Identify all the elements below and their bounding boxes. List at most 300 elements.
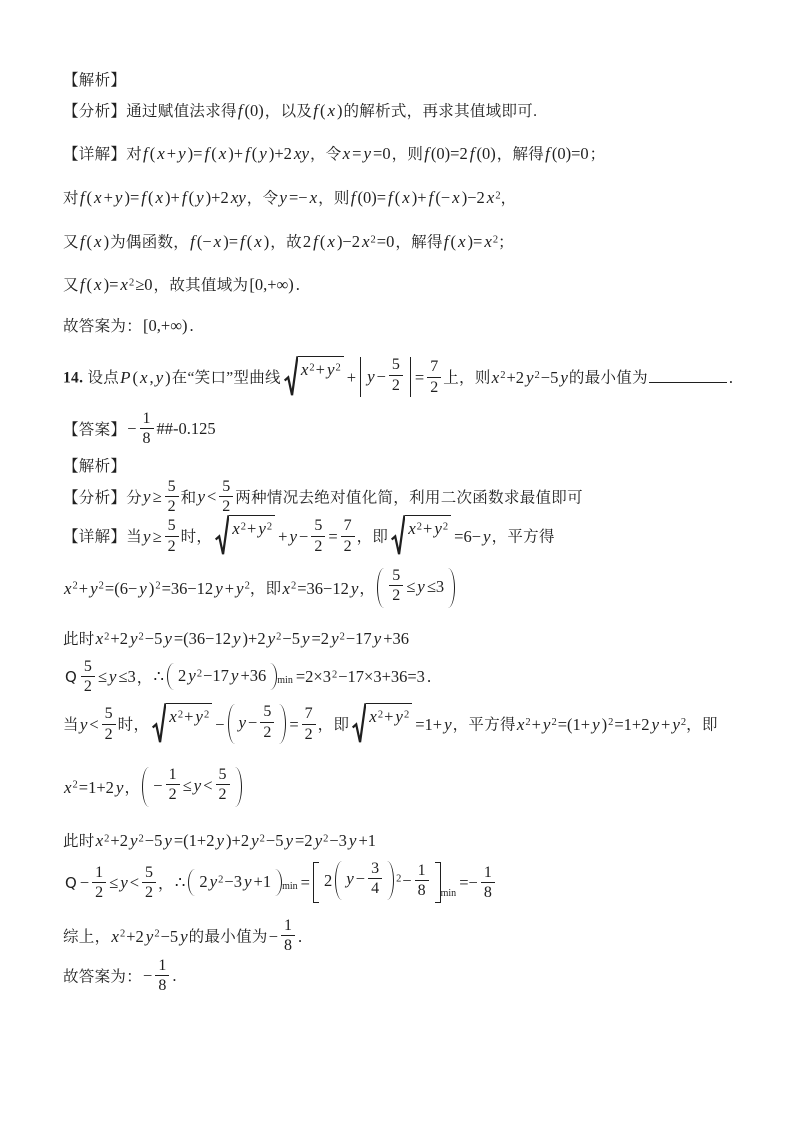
math-run: ≤3 [118, 667, 136, 687]
math-variable: y [314, 830, 323, 850]
superscript: 2 [335, 362, 341, 374]
superscript: 2 [492, 234, 499, 246]
fraction [165, 517, 179, 555]
math-variable: x [362, 232, 370, 251]
fraction-numerator: 3 [368, 860, 382, 879]
math-run: [0,+∞) [249, 275, 294, 294]
math-run: − [79, 873, 90, 893]
detail-14-6 [63, 766, 770, 809]
text-run: 【解析】 [63, 457, 127, 475]
math-variable: y [215, 578, 223, 598]
math-run: 2 [323, 871, 333, 891]
math-variable: x [94, 232, 102, 251]
math-run: (0) [476, 144, 496, 163]
fraction [302, 705, 316, 743]
section-jiexi-14 [63, 454, 770, 480]
superscript: 2 [72, 580, 78, 592]
math-run: + [103, 188, 113, 207]
math-run: + [224, 578, 235, 598]
math-run: [0,+∞) [143, 316, 188, 335]
math-variable: y [79, 714, 88, 734]
superscript: 2 [551, 717, 557, 729]
math-variable: f [545, 144, 550, 163]
math-run: −5 [160, 926, 179, 946]
math-run: =(6− [104, 578, 138, 598]
math-variable: x [300, 360, 309, 379]
math-variable: y [331, 628, 339, 648]
text-run: 故答案为： [63, 968, 143, 986]
detail-13-1 [63, 141, 770, 168]
math-variable: f [313, 101, 318, 120]
fraction-numerator: 5 [81, 658, 95, 677]
superscript: 2 [138, 832, 144, 844]
fraction-numerator: 5 [102, 705, 116, 724]
fraction [140, 410, 154, 448]
text-run: ， [158, 875, 174, 893]
math-variable: y [417, 576, 425, 596]
math-run: −3 [329, 830, 347, 850]
math-variable: f [204, 144, 210, 163]
math-run: ( [86, 232, 93, 251]
detail-14-2 [63, 567, 770, 610]
math-variable: f [143, 144, 148, 163]
math-run: . [295, 275, 300, 294]
fraction-denominator: 2 [167, 537, 176, 555]
math-run: ( [86, 275, 93, 294]
math-run: 2 [178, 665, 187, 685]
math-variable: y [285, 830, 293, 850]
left-paren [142, 767, 149, 807]
fraction [216, 766, 230, 804]
math-run: + [247, 519, 257, 539]
math-variable: y [120, 873, 128, 893]
fraction [427, 358, 441, 396]
math-run: )+2 [242, 628, 266, 648]
math-run: +2 [126, 926, 144, 946]
math-variable: y [301, 628, 310, 648]
math-variable: y [129, 830, 138, 850]
math-variable: y [114, 188, 123, 207]
math-variable: f [79, 232, 85, 251]
math-run: ≤ [406, 576, 416, 596]
math-variable: y [178, 144, 186, 163]
radical-icon [284, 356, 298, 398]
math-variable: y [164, 830, 172, 850]
math-run: − [153, 775, 163, 795]
fraction-denominator: 2 [222, 497, 231, 515]
math-variable: y [188, 665, 196, 685]
math-run: , [149, 367, 154, 387]
math-run: = [328, 526, 338, 546]
superscript: 2 [266, 521, 273, 533]
text-run: 【解析】 [63, 72, 127, 89]
math-variable: x [95, 830, 104, 850]
text-run: 又 [63, 277, 79, 294]
math-run: −17×3+36=3 [338, 667, 425, 687]
superscript: 2 [276, 630, 282, 642]
math-variable: x [484, 232, 492, 251]
radical-icon [152, 703, 166, 745]
math-variable: y [196, 188, 204, 207]
math-variable: f [245, 144, 250, 163]
text-run: ，平方得 [452, 716, 516, 734]
fence-content [150, 767, 233, 807]
math-run: ≥ [152, 486, 162, 506]
fraction-denominator: 2 [95, 883, 104, 901]
math-variable: f [424, 144, 429, 163]
because-symbol: Q [65, 668, 77, 687]
math-run: ) [336, 101, 343, 120]
math-run: + [346, 367, 357, 387]
fraction [341, 517, 355, 555]
math-run: =(1+ [557, 714, 591, 734]
math-run: + [384, 707, 394, 727]
math-run: =2 [311, 628, 330, 648]
math-run: − [143, 966, 153, 986]
math-run: −5 [144, 628, 163, 648]
fraction-denominator: 2 [167, 497, 176, 515]
text-run: ，即 [249, 580, 282, 598]
math-variable: x [491, 367, 500, 387]
math-variable: x [458, 232, 466, 251]
radical-sign [391, 515, 405, 557]
math-variable: x [218, 144, 227, 163]
min-subscript: min [277, 674, 293, 686]
math-run: )−2 [336, 232, 360, 251]
math-variable: f [443, 232, 449, 251]
superscript: 2 [104, 630, 110, 642]
math-variable: y [90, 578, 98, 598]
math-run: =0 [373, 144, 391, 163]
math-variable: y [232, 628, 241, 648]
math-run: +1 [253, 871, 272, 891]
text-run: 又 [63, 234, 79, 251]
math-run: −5 [144, 830, 163, 850]
superscript: 2 [177, 709, 184, 721]
document-body [63, 68, 770, 996]
radicand [298, 356, 344, 398]
math-run: ( [86, 188, 93, 207]
paren-group [377, 568, 455, 608]
math-run: −3 [224, 871, 242, 891]
superscript: 2 [525, 717, 531, 729]
fraction-numerator: 5 [142, 864, 156, 883]
math-run: + [661, 714, 671, 734]
text-run: ，即 [356, 528, 389, 546]
right-paren [279, 704, 286, 744]
superscript: 2 [291, 580, 297, 592]
detail-14-7 [63, 828, 770, 855]
math-variable: x [169, 707, 177, 727]
text-run: 和 [180, 488, 197, 506]
superscript: 2 [104, 832, 110, 844]
text-run: ， [359, 580, 376, 598]
math-run: . [298, 926, 303, 946]
math-variable: x [111, 926, 119, 946]
fraction-numerator: 5 [219, 478, 233, 497]
fraction [281, 917, 295, 955]
math-variable: y [193, 775, 202, 795]
paren-group [228, 704, 287, 744]
math-run: =− [459, 873, 478, 893]
detail-14-8 [63, 859, 770, 906]
math-variable: y [139, 578, 147, 598]
math-variable: x [157, 144, 165, 163]
fraction [389, 356, 403, 394]
math-run: < [203, 775, 213, 795]
math-run: . [426, 667, 432, 687]
math-run: ) [165, 367, 171, 387]
radicand [405, 515, 451, 557]
text-run: ，解得 [395, 234, 443, 251]
fraction-denominator: 2 [304, 725, 313, 743]
math-run: =1+2 [78, 777, 114, 797]
superscript: 2 [442, 521, 449, 533]
text-run: 时， [117, 716, 150, 734]
math-variable: x [369, 707, 377, 727]
math-variable: y [267, 628, 276, 648]
fraction-denominator: 2 [145, 883, 154, 901]
text-run: ， [500, 190, 517, 207]
text-run: 设点 [83, 369, 120, 387]
math-variable: y [251, 830, 259, 850]
math-run: +36 [383, 628, 410, 648]
math-variable: f [469, 144, 475, 163]
left-paren [228, 704, 235, 744]
text-run: 【详解】当 [63, 528, 143, 546]
text-run: ； [498, 234, 514, 251]
math-variable: x [516, 714, 525, 734]
math-run: + [184, 707, 194, 727]
math-variable: y [258, 519, 266, 539]
radical-sign [352, 703, 366, 745]
math-run: − [268, 926, 278, 946]
math-variable: f [181, 188, 187, 207]
math-variable: y [363, 144, 372, 163]
math-run: +2 [110, 830, 128, 850]
math-variable: y [180, 926, 188, 946]
math-run: ( [149, 144, 156, 163]
superscript: 2 [416, 521, 423, 533]
superscript: 2 [72, 779, 78, 791]
fraction [165, 478, 179, 516]
math-variable: y [444, 714, 452, 734]
math-variable: y [115, 777, 124, 797]
math-variable: f [350, 188, 356, 207]
radical-sign [152, 703, 166, 745]
math-run: − [127, 419, 137, 439]
math-run: −5 [540, 367, 559, 387]
text-run: ，解得 [496, 146, 545, 163]
math-run: =2×3 [295, 667, 331, 687]
fraction-denominator: 2 [168, 786, 177, 804]
superscript: 2 [259, 832, 265, 844]
fraction [166, 766, 180, 804]
math-run: ≥ [152, 526, 162, 546]
text-run: ，则 [391, 146, 424, 163]
math-run: − [248, 712, 258, 732]
math-run: +36 [240, 665, 267, 685]
superscript: 2 [155, 580, 161, 592]
text-run: ，即 [317, 716, 350, 734]
text-run: ，即 [686, 716, 718, 734]
fraction-numerator: 5 [165, 517, 179, 536]
math-variable: xy [230, 188, 246, 207]
section-jiexi-13 [63, 68, 770, 94]
superscript: 2 [218, 874, 224, 886]
text-run: 【答案】 [63, 421, 127, 439]
math-run: (0) [244, 101, 264, 120]
text-run: 【分析】分 [63, 488, 143, 506]
superscript: 2 [203, 709, 210, 721]
math-run: =1+ [415, 714, 443, 734]
fraction-denominator: 2 [392, 587, 401, 605]
fraction [260, 703, 274, 741]
fraction-denominator: 2 [430, 378, 439, 396]
fraction-numerator: 1 [155, 957, 169, 976]
math-run: = [352, 144, 362, 163]
math-run: ∴ [153, 667, 165, 687]
math-variable: x [232, 519, 240, 539]
text-run: 的最小值为 [188, 928, 268, 946]
fraction-numerator: 7 [341, 517, 355, 536]
answer-statement-14 [63, 956, 770, 997]
text-run: 此时 [63, 630, 95, 648]
math-run: −17 [345, 628, 372, 648]
math-variable: y [143, 526, 151, 546]
math-run: =0 [376, 232, 395, 251]
detail-13-4 [63, 272, 770, 299]
math-run: ) [148, 578, 155, 598]
math-run: ) [263, 232, 270, 251]
text-run: 对 [63, 190, 79, 207]
fraction-denominator: 8 [284, 937, 292, 955]
text-run: 故答案为： [63, 318, 143, 335]
radicand [366, 703, 412, 745]
math-run: < [206, 486, 217, 506]
text-run: ； [589, 146, 606, 163]
detail-14-5 [63, 705, 770, 747]
fraction-denominator: 8 [142, 430, 151, 448]
math-run: ≤ [109, 873, 119, 893]
right-paren [270, 663, 277, 690]
fraction-numerator: 5 [389, 356, 403, 375]
math-run: < [129, 873, 140, 893]
analysis-14 [63, 477, 770, 518]
math-variable: y [143, 486, 151, 506]
superscript: 2 [396, 873, 402, 885]
math-run: =− [288, 188, 308, 207]
left-bracket [313, 862, 319, 904]
math-run: ( [132, 367, 138, 387]
math-run: =1+2 [614, 714, 650, 734]
math-run: ( [246, 232, 253, 251]
superscript: 2 [138, 630, 144, 642]
math-run: )= [467, 232, 483, 251]
math-run: +2 [110, 628, 128, 648]
fraction-numerator: 1 [415, 862, 429, 881]
math-variable: x [139, 367, 148, 387]
fraction-numerator: 1 [92, 864, 106, 883]
text-run: ，令 [310, 146, 342, 163]
superscript: 2 [534, 369, 540, 381]
paren-group [142, 767, 241, 807]
fence-content [385, 568, 447, 608]
min-subscript: min [440, 888, 457, 900]
math-variable: y [395, 707, 403, 727]
math-variable: y [230, 665, 239, 685]
math-variable: f [79, 188, 85, 207]
fraction-denominator: 2 [391, 376, 400, 394]
sqrt-expression [284, 356, 344, 398]
math-variable: x [120, 275, 128, 294]
fraction [102, 705, 116, 743]
math-run: ≤ [97, 667, 107, 687]
left-paren [188, 869, 195, 896]
math-variable: y [216, 830, 225, 850]
math-run: ( [319, 232, 326, 251]
math-run: ( [148, 188, 154, 207]
math-run: (− [196, 232, 212, 251]
math-variable: y [236, 578, 244, 598]
math-variable: f [237, 101, 243, 120]
radical-sign [284, 356, 298, 398]
superscript: 2 [495, 190, 501, 202]
answer-14 [63, 412, 770, 450]
answer-blank [649, 366, 727, 383]
fraction [389, 567, 403, 605]
text-run: ， [136, 669, 153, 687]
fraction [368, 860, 382, 898]
fence-content [321, 859, 433, 904]
math-run: ( [319, 101, 326, 120]
detail-14-4 [63, 657, 770, 698]
radical-sign [215, 515, 229, 557]
bracket-group [313, 859, 457, 904]
superscript: 2 [119, 928, 126, 940]
math-variable: y [651, 714, 660, 734]
superscript: 2 [98, 580, 104, 592]
fraction [219, 478, 233, 516]
fraction-numerator: 1 [281, 917, 295, 936]
paren-group [167, 663, 293, 690]
sqrt-expression [215, 515, 275, 557]
math-variable: y [350, 578, 359, 598]
superscript: 2 [608, 717, 614, 729]
fraction-numerator: 5 [311, 517, 325, 536]
fraction [92, 864, 106, 902]
text-run: ，以及 [264, 103, 313, 120]
math-run: (0)=2 [430, 144, 468, 163]
math-variable: f [388, 188, 393, 207]
math-variable: x [282, 578, 290, 598]
detail-14-3 [63, 626, 770, 653]
radical-icon [352, 703, 366, 745]
fraction-denominator: 2 [104, 725, 113, 743]
math-run: −5 [282, 628, 300, 648]
math-variable: x [327, 232, 335, 251]
text-run: ，平方得 [491, 528, 555, 546]
math-run: + [166, 144, 177, 163]
fraction-denominator: 2 [314, 537, 323, 555]
math-run: )−2 [461, 188, 485, 207]
math-variable: y [592, 714, 600, 734]
math-variable: y [346, 869, 354, 889]
math-run: (0)=0 [551, 144, 589, 163]
left-paren [167, 663, 174, 690]
math-run: 2 [199, 871, 208, 891]
text-run: ，故其值域为 [153, 277, 249, 294]
